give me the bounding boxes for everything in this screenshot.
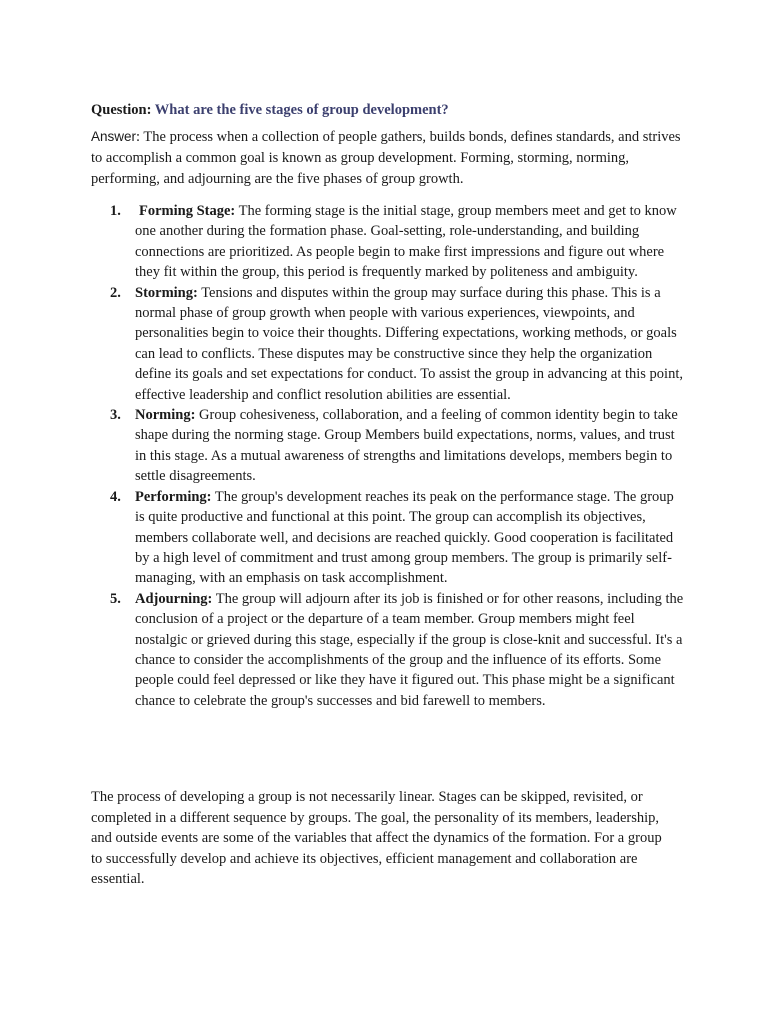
question-text: What are the five stages of group development? (154, 102, 449, 118)
stage-item-adjourning (110, 589, 686, 711)
stage-item-storming (110, 283, 686, 405)
stage-title: Adjourning: (135, 590, 213, 607)
stage-title: Norming: (135, 407, 196, 424)
stage-text: The group will adjourn after its job is finished or for other reasons, including the conclusion of a project or the departure of a team member. Group members might feel nostalgic or grieved during this stage, especially if the group is close-knit and successful. It's a chance to consider the accomplishments of the group and the influence of its efforts. Some people could feel depressed or like they have it figured out. This phase might be a significant chance to celebrate the group's successes and bid farewell to members. (135, 590, 684, 709)
stage-number: 2. (110, 284, 121, 301)
stage-title: Performing: (135, 488, 212, 505)
stage-text: The group's development reaches its peak on the performance stage. The group is quite productive and functional at this point. The group can accomplish its objectives, members collaborate well, and decisions are reached quickly. Good cooperation is facilitated by a high level of commitment and trust among group members. The group is primarily self-managing, with an emphasis on task accomplishment. (135, 488, 674, 587)
stage-number: 4. (110, 488, 121, 505)
stage-title: Forming Stage: (139, 203, 236, 219)
answer-paragraph (91, 126, 681, 190)
stage-text: The forming stage is the initial stage, group members meet and get to know one another during the formation phase. Goal-setting, role-understanding, and building connections are prioritized. As people begin to make first impressions and figure out where they fit within the group, this period is frequently marked by politeness and ambiguity. (135, 203, 677, 281)
stage-item-forming (110, 201, 686, 283)
stage-number: 3. (110, 407, 121, 424)
answer-label: Answer (91, 129, 137, 144)
stage-title: Storming: (135, 284, 198, 301)
stage-number: 1. (110, 203, 121, 219)
stage-text: Group cohesiveness, collaboration, and a feeling of common identity begin to take shape during the norming stage. Group Members build expectations, norms, values, and trust in this stage. As a mutual awareness of strengths and limitations develops, members begin to settle disagreements. (135, 407, 678, 485)
stage-number: 5. (110, 590, 121, 607)
question-label: Question: (91, 102, 152, 118)
question-line (91, 101, 691, 119)
answer-text: : The process when a collection of people gathers, builds bonds, defines standards, and strives to accomplish a common goal is known as group development. Forming, storming, norming, performing, and adjourning are the five phases of group growth. (91, 129, 681, 187)
stages-list (110, 201, 686, 711)
stage-item-norming (110, 405, 686, 487)
conclusion-paragraph: The process of developing a group is not necessarily linear. Stages can be skipped, revisited, or completed in a different sequence by groups. The goal, the personality of its members, leadership, and outside events are some of the variables that affect the dynamics of the formation. For a group to successfully develop and achieve its objectives, efficient management and collaboration are essential. (91, 789, 662, 888)
stage-item-performing (110, 487, 686, 589)
stage-text: Tensions and disputes within the group may surface during this phase. This is a normal phase of group growth when people with various experiences, viewpoints, and personalities begin to voice their thoughts. Differing expectations, working methods, or goals can lead to conflicts. These disputes may be constructive since they help the organization define its goals and set expectations for conduct. To assist the group in advancing at this point, effective leadership and conflict resolution abilities are essential. (135, 284, 683, 403)
